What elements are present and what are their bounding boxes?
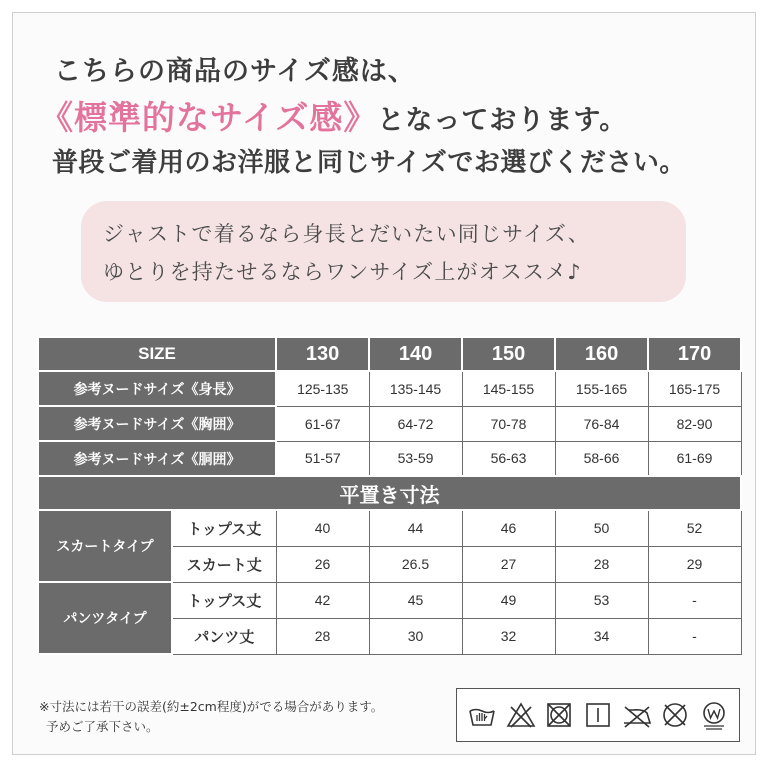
cell: 53: [555, 582, 648, 618]
cell: 30: [369, 618, 462, 654]
size-label: SIZE: [38, 337, 276, 371]
cell: 42: [276, 582, 369, 618]
note-line2: 予めご了承下さい。: [46, 719, 159, 734]
cell: 56-63: [462, 441, 555, 476]
cell: 165-175: [648, 371, 741, 406]
headline-line2: [40, 92, 768, 139]
cell: -: [648, 618, 741, 654]
cell: 46: [462, 510, 555, 546]
size-col: 140: [369, 337, 462, 371]
cell: 61-69: [648, 441, 741, 476]
cell: 145-155: [462, 371, 555, 406]
table-row: [38, 510, 741, 546]
flat-measure-title: 平置き寸法: [38, 476, 741, 510]
cell: 27: [462, 546, 555, 582]
table-row: [38, 406, 741, 441]
hand-wash-icon: [466, 699, 498, 731]
advice-line1: ジャストで着るなら身長とだいたい同じサイズ、: [103, 222, 590, 246]
advice-bubble: [81, 201, 686, 302]
row-label: パンツ丈: [172, 618, 276, 654]
cell: 155-165: [555, 371, 648, 406]
cell: 61-67: [276, 406, 369, 441]
size-col: 160: [555, 337, 648, 371]
advice-line2: ゆとりを持たせるならワンサイズ上がオススメ♪: [103, 260, 582, 284]
cell: 52: [648, 510, 741, 546]
cell: 51-57: [276, 441, 369, 476]
group-label-pants: パンツタイプ: [38, 582, 172, 654]
headline-line3: 普段ご着用のお洋服と同じサイズでお選びください。: [52, 148, 686, 178]
row-label: トップス丈: [172, 510, 276, 546]
cell: 32: [462, 618, 555, 654]
cell: 29: [648, 546, 741, 582]
cell: 64-72: [369, 406, 462, 441]
size-header-row: [38, 337, 741, 371]
row-label: 参考ヌードサイズ《身長》: [38, 371, 276, 406]
cell: 58-66: [555, 441, 648, 476]
row-label: 参考ヌードサイズ《胸囲》: [38, 406, 276, 441]
cell: 34: [555, 618, 648, 654]
cell: 125-135: [276, 371, 369, 406]
cell: 70-78: [462, 406, 555, 441]
no-bleach-icon: [505, 699, 537, 731]
cell: 44: [369, 510, 462, 546]
row-label: 参考ヌードサイズ《胴囲》: [38, 441, 276, 476]
size-col: 170: [648, 337, 741, 371]
cell: -: [648, 582, 741, 618]
care-label: [456, 688, 740, 742]
wet-clean-icon: [698, 699, 730, 731]
cell: 135-145: [369, 371, 462, 406]
cell: 26: [276, 546, 369, 582]
headline-line2-rest: となっております。: [377, 105, 628, 136]
no-iron-icon: [621, 699, 653, 731]
cell: 45: [369, 582, 462, 618]
size-col: 130: [276, 337, 369, 371]
cell: 53-59: [369, 441, 462, 476]
size-feel-highlight: 《標準的なサイズ感》: [40, 98, 378, 137]
cell: 28: [555, 546, 648, 582]
cell: 82-90: [648, 406, 741, 441]
table-row: [38, 582, 741, 618]
no-tumble-dry-icon: [543, 699, 575, 731]
line-dry-icon: [582, 699, 614, 731]
row-label: スカート丈: [172, 546, 276, 582]
no-dry-clean-icon: [659, 699, 691, 731]
disclaimer-note: [39, 697, 383, 737]
table-row: [38, 441, 741, 476]
cell: 76-84: [555, 406, 648, 441]
cell: 28: [276, 618, 369, 654]
flat-section-row: [38, 476, 741, 510]
note-line1: ※寸法には若干の誤差(約±2cm程度)がでる場合があります。: [39, 699, 384, 714]
row-label: トップス丈: [172, 582, 276, 618]
cell: 40: [276, 510, 369, 546]
cell: 50: [555, 510, 648, 546]
size-col: 150: [462, 337, 555, 371]
table-row: [38, 371, 741, 406]
size-table: [37, 336, 742, 655]
group-label-skirt: スカートタイプ: [38, 510, 172, 582]
cell: 26.5: [369, 546, 462, 582]
headline-line1: こちらの商品のサイズ感は、: [54, 56, 416, 87]
cell: 49: [462, 582, 555, 618]
